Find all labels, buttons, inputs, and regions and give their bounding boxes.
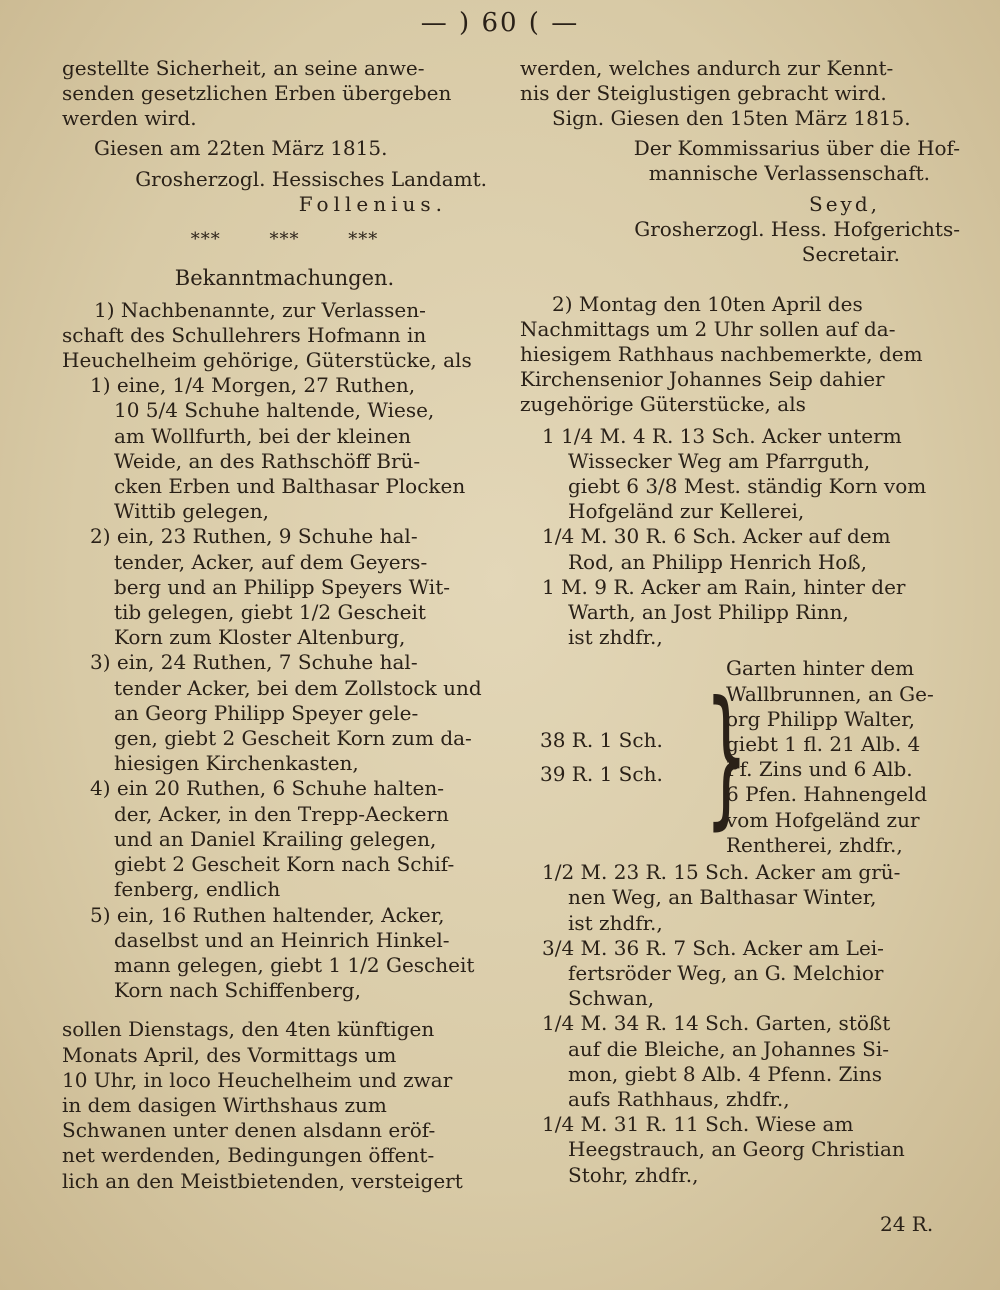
page-number-header: — ) 60 ( — (420, 8, 580, 38)
text-line: zugehörige Güterstücke, als (520, 392, 806, 417)
text-line: Korn nach Schiffenberg, (114, 978, 361, 1003)
date-line: Sign. Giesen den 15ten März 1815. (552, 106, 911, 131)
brace-sizes (520, 723, 700, 791)
text-line: tib gelegen, giebt 1/2 Gescheit (114, 600, 426, 625)
text-line: 2) Montag den 10ten April des (552, 291, 863, 316)
text-line: schaft des Schullehrers Hofmann in (62, 322, 427, 347)
closing-paragraph (62, 1017, 507, 1193)
text-line: 1) Nachbenannte, zur Verlassen- (94, 297, 426, 322)
signature: Follenius. (298, 192, 447, 217)
right-column (520, 56, 960, 1188)
text-line: Rod, an Philipp Henrich Hoß, (568, 549, 868, 574)
text-line: tender, Acker, auf dem Geyers- (114, 549, 428, 574)
text-line: gestellte Sicherheit, an seine anwe- (62, 56, 425, 80)
text-line: mon, giebt 8 Alb. 4 Pfenn. Zins (568, 1061, 882, 1086)
text-line: an Georg Philipp Speyer gele- (114, 700, 419, 725)
text-line: vom Hofgeländ zur (726, 807, 920, 832)
brace-description (726, 656, 960, 858)
text-line: Nachmittags um 2 Uhr sollen auf da- (520, 316, 896, 341)
braced-entry (520, 656, 960, 858)
text-line: cken Erben und Balthasar Plocken (114, 474, 466, 499)
text-line: giebt 6 3/8 Mest. ständig Korn vom (568, 474, 927, 499)
text-line: aufs Rathhaus, zhdfr., (568, 1086, 790, 1111)
list-item (520, 424, 960, 525)
section-heading: Bekanntmachungen. (174, 266, 395, 291)
text-line: Garten hinter dem (726, 656, 915, 681)
text-line: tender Acker, bei dem Zollstock und (114, 675, 482, 700)
text-line: Wissecker Weg am Pfarrguth, (568, 448, 871, 473)
text-line: Wallbrunnen, an Ge- (726, 681, 934, 706)
text-line: 4) ein 20 Ruthen, 6 Schuhe halten- (90, 776, 444, 801)
text-line: 10 5/4 Schuhe haltende, Wiese, (114, 398, 435, 423)
list-item (520, 575, 960, 651)
text-line: Wittib gelegen, (114, 499, 269, 524)
text-line: 1/2 M. 23 R. 15 Sch. Acker am grü- (542, 860, 901, 885)
left-intro (62, 56, 507, 132)
list-item (520, 524, 960, 574)
text-line: 1/4 M. 30 R. 6 Sch. Acker auf dem (542, 524, 891, 549)
list-item (62, 373, 507, 524)
text-line: Rentherei, zhdfr., (726, 832, 903, 857)
text-line: Stohr, zhdfr., (568, 1162, 699, 1187)
list-item (62, 650, 507, 776)
separator-asterisms: *** *** *** (190, 229, 379, 251)
text-line: 3/4 M. 36 R. 7 Sch. Acker am Lei- (542, 935, 884, 960)
text-line: Kirchensenior Johannes Seip dahier (520, 367, 885, 392)
text-line: Heegstrauch, an Georg Christian (568, 1137, 905, 1162)
notice-intro (520, 292, 960, 418)
text-line: in dem dasigen Wirthshaus zum (62, 1092, 387, 1117)
title-line: Grosherzogl. Hess. Hofgerichts- (634, 217, 960, 242)
text-line: mann gelegen, giebt 1 1/2 Gescheit (114, 952, 475, 977)
left-column (62, 56, 507, 1194)
signature: Seyd, (809, 192, 880, 217)
text-line: sollen Dienstags, den 4ten künftigen (62, 1017, 435, 1042)
text-line: 2) ein, 23 Ruthen, 9 Schuhe hal- (90, 524, 418, 549)
text-line: hiesigem Rathhaus nachbemerkte, dem (520, 342, 923, 367)
text-line: Korn zum Kloster Altenburg, (114, 625, 406, 650)
text-line: senden gesetzlichen Erben übergeben (62, 81, 452, 106)
text-line: ist zhdfr., (568, 910, 663, 935)
curly-brace: } (704, 670, 748, 845)
text-line: und an Daniel Krailing gelegen, (114, 826, 437, 851)
date-line: Giesen am 22ten März 1815. (94, 135, 388, 160)
text-line: am Wollfurth, bei der kleinen (114, 423, 412, 448)
text-line: werden wird. (62, 106, 197, 131)
text-line: 6 Pfen. Hahnengeld (726, 782, 928, 807)
text-line: nis der Steiglustigen gebracht wird. (520, 81, 887, 106)
text-line: hiesigen Kirchenkasten, (114, 751, 359, 776)
text-line: Warth, an Jost Philipp Rinn, (568, 600, 849, 625)
authority-line: Grosherzogl. Hessisches Landamt. (135, 166, 487, 191)
text-line: lich an den Meistbietenden, versteigert (62, 1168, 463, 1193)
commissioner-line: mannische Verlassenschaft. (648, 160, 930, 185)
text-line: nen Weg, an Balthasar Winter, (568, 885, 877, 910)
text-line: giebt 2 Gescheit Korn nach Schif- (114, 852, 455, 877)
list-item (62, 903, 507, 1004)
text-line: 1 1/4 M. 4 R. 13 Sch. Acker unterm (542, 423, 902, 448)
list-item (62, 524, 507, 650)
list-item (520, 860, 960, 936)
list-item (520, 1112, 960, 1188)
text-line: 1) eine, 1/4 Morgen, 27 Ruthen, (90, 373, 416, 398)
text-line: Schwan, (568, 986, 655, 1011)
text-line: net werdenden, Bedingungen öffent- (62, 1143, 435, 1168)
text-line: daselbst und an Heinrich Hinkel- (114, 927, 450, 952)
text-line: berg und an Philipp Speyers Wit- (114, 574, 450, 599)
text-line: der, Acker, in den Trepp-Aeckern (114, 801, 449, 826)
text-line: Hofgeländ zur Kellerei, (568, 499, 805, 524)
text-line: 10 Uhr, in loco Heuchelheim und zwar (62, 1067, 453, 1092)
text-line: fenberg, endlich (114, 877, 281, 902)
text-line: 1 M. 9 R. Acker am Rain, hinter der (542, 574, 906, 599)
text-line: Weide, an des Rathschöff Brü- (114, 448, 421, 473)
text-line: werden, welches andurch zur Kennt- (520, 56, 894, 80)
text-line: auf die Bleiche, an Johannes Si- (568, 1036, 890, 1061)
notice-intro (62, 298, 507, 374)
text-line: Schwanen unter denen alsdann eröf- (62, 1118, 436, 1143)
text-line: ist zhdfr., (568, 625, 663, 650)
text-line: 3) ein, 24 Ruthen, 7 Schuhe hal- (90, 650, 418, 675)
text-line: fertsröder Weg, an G. Melchior (568, 960, 884, 985)
text-line: Pf. Zins und 6 Alb. (726, 757, 913, 782)
text-line: org Philipp Walter, (726, 706, 915, 731)
text-line: giebt 1 fl. 21 Alb. 4 (726, 732, 921, 757)
list-item (520, 936, 960, 1012)
commissioner-line: Der Kommissarius über die Hof- (633, 135, 960, 160)
text-line: 1/4 M. 34 R. 14 Sch. Garten, stößt (542, 1011, 891, 1036)
title-line: Secretair. (801, 242, 900, 267)
text-line: gen, giebt 2 Gescheit Korn zum da- (114, 726, 472, 751)
list-item (62, 776, 507, 902)
catchword: 24 R. (880, 1212, 934, 1236)
size-label: 39 R. 1 Sch. (540, 762, 663, 787)
text-line: Monats April, des Vormittags um (62, 1042, 397, 1067)
text-line: 5) ein, 16 Ruthen haltender, Acker, (90, 902, 445, 927)
list-item (520, 1011, 960, 1112)
text-line: 1/4 M. 31 R. 11 Sch. Wiese am (542, 1112, 854, 1137)
text-line: Heuchelheim gehörige, Güterstücke, als (62, 348, 472, 373)
size-label: 38 R. 1 Sch. (540, 728, 663, 753)
